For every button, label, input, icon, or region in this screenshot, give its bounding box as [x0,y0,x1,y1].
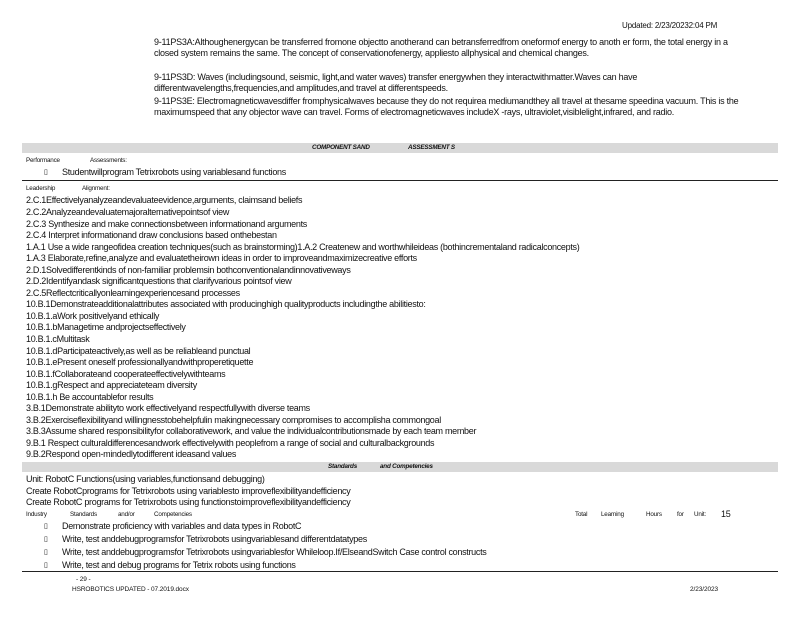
leadership-item: 2.C.1Effectivelyanalyzeandevaluateevidence,arguments, claimsand beliefs [26,195,303,205]
leadership-item: 3.B.2Exerciseflexibilityand willingnesstobehelpfulin makingnecessary compromises to accomplisha commongoal [26,415,441,425]
leadership-item: 9.B.1 Respect culturaldifferencesandwork effectivelywith peoplefrom a range of social and culturalbackgrounds [26,438,435,448]
competencies-bar-label: and Competencies [380,463,433,470]
components-bar-label: COMPONENT SAND [312,144,370,151]
leadership-item: 3.B.1Demonstrate abilityto work effectivelyand respectfullywith diverse teams [26,403,310,413]
bullet-icon: ▯ [44,536,48,543]
competency-item: Write, test anddebugprogramsfor Tetrixrobots usingvariablesand differentdatatypes [62,534,367,544]
leadership-item: 10.B.1.h Be accountablefor results [26,392,154,402]
page-number: - 29 - [76,576,91,583]
footer-divider [22,571,778,572]
leadership-item: 2.D.1Solvedifferentkinds of non-familiar problemsin bothconventionalandinnovativeways [26,265,351,275]
for-label: for [677,511,684,518]
bullet-icon: ▯ [44,523,48,530]
competency-item: Demonstrate proficiency with variables and data types in RobotC [62,521,302,531]
unit-title: Unit: RobotC Functions(using variables,functionsand debugging) [26,474,265,484]
standards-bar-label: Standards [328,463,357,470]
leadership-item: 10.B.1Demonstrateadditionalattributes associated with producinghigh qualityproducts includingthe abilitiesto: [26,299,426,309]
unit-description: Create RobotC programs for Tetrixrobots using functionstoimproveflexibilityandefficiency [26,497,351,507]
footer-filename: HSROBOTICS UPDATED - 07.2019.docx [72,586,189,593]
leadership-item: 10.B.1.aWork positivelyand ethically [26,311,160,321]
assessments-bar-label: ASSESSMENT S [408,144,455,151]
leadership-label: Leadership [26,185,56,192]
and-or-label: and/or [118,511,135,518]
unit-description: Create RobotCprograms for Tetrixrobots using variablesto improveflexibilityandefficiency [26,486,351,496]
leadership-item: 10.B.1.bManagetime andprojectseffectively [26,322,186,332]
performance-label: Performance [26,157,60,164]
competency-item: Write, test and debug programs for Tetrix robots using functions [62,560,296,570]
updated-timestamp: Updated: 2/23/20232:04 PM [622,21,718,30]
standards-competencies-bar [22,462,778,472]
total-label: Total [575,511,588,518]
standard-ps3a: 9-11PS3A:Althoughenergycan be transferred fromone objectto anotherand can betransferredfrom oneformof energy to anoth er form, the total energy in a closed system remains the same. The concept of conservationofenergy, appliesto allphysical and chemical changes. [154,37,728,59]
competency-item: Write, test anddebugprogramsfor Tetrixrobots usingvariablesfor Whileloop.If/ElseandSwitch Case control constructs [62,547,487,557]
standard-ps3d: 9-11PS3D: Waves (includingsound, seismic, light,and water waves) transfer energywhen they interactwithmatter.Waves can have differentwavelengths,frequencies,and amplitudes,and travel at differentspeeds. [154,72,638,94]
assessments-label: Assessments: [90,157,127,164]
components-assessments-bar [22,143,778,153]
leadership-item: 2.C.5Reflectcriticallyonlearningexperiencesand processes [26,288,240,298]
leadership-item: 10.B.1.ePresent oneself professionallyandwithproperetiquette [26,357,254,367]
total-hours-value: 15 [721,509,731,519]
leadership-item: 10.B.1.cMultitask [26,334,90,344]
leadership-item: 10.B.1.dParticipateactively,as well as be reliableand punctual [26,346,251,356]
bullet-icon: ▯ [44,549,48,556]
leadership-item: 2.D.2Identifyandask significantquestions that clarifyvarious pointsof view [26,276,292,286]
leadership-item: 1.A.3 Elaborate,refine,analyze and evaluatetheirown ideas in order to improveandmaximizecreative efforts [26,253,417,263]
leadership-item: 2.C.4 Interpret informationand draw conclusions based onthebestan [26,230,277,240]
learning-label: Learning [601,511,624,518]
bullet-icon: ▯ [44,562,48,569]
leadership-item: 9.B.2Respond open-mindedlytodifferent ideasand values [26,449,237,459]
standard-ps3e: 9-11PS3E: Electromagneticwavesdiffer fromphysicalwaves because they do not requirea mediumandthey all travel at thesame speedina vacuum. This is the maximumspeed that any objector wave can travel. Forms of electromagneticwaves includeX -rays, ultraviolet,visiblelight,infrared, and radio. [154,96,739,118]
section-divider [22,180,778,181]
unit-label: Unit: [694,511,706,518]
footer-date: 2/23/2023 [690,586,719,593]
leadership-item: 2.C.2Analyzeandevaluatemajoralternativepointsof view [26,207,230,217]
leadership-item: 10.B.1.gRespect and appreciateteam diversity [26,380,197,390]
leadership-item: 3.B.3Assume shared responsibilityfor collaborativework, and value the individualcontributionsmade by each team member [26,426,477,436]
bullet-icon: ▯ [44,169,48,176]
industry-label: Industry [26,511,47,518]
leadership-item: 1.A.1 Use a wide rangeofidea creation techniques(such as brainstorming)1.A.2 Createnew and worthwhileideas (bothincrementaland radicalconcepts) [26,242,580,252]
leadership-item: 2.C.3 Synthesize and make connectionsbetween informationand arguments [26,219,307,229]
alignment-label: Alignment: [82,185,110,192]
competencies-label: Competencies [154,511,192,518]
standards-label: Standards [70,511,97,518]
leadership-item: 10.B.1.fCollaborateand cooperateeffectivelywithteams [26,369,226,379]
hours-label: Hours [646,511,662,518]
performance-item: Studentwillprogram Tetrixrobots using variablesand functions [62,167,286,177]
